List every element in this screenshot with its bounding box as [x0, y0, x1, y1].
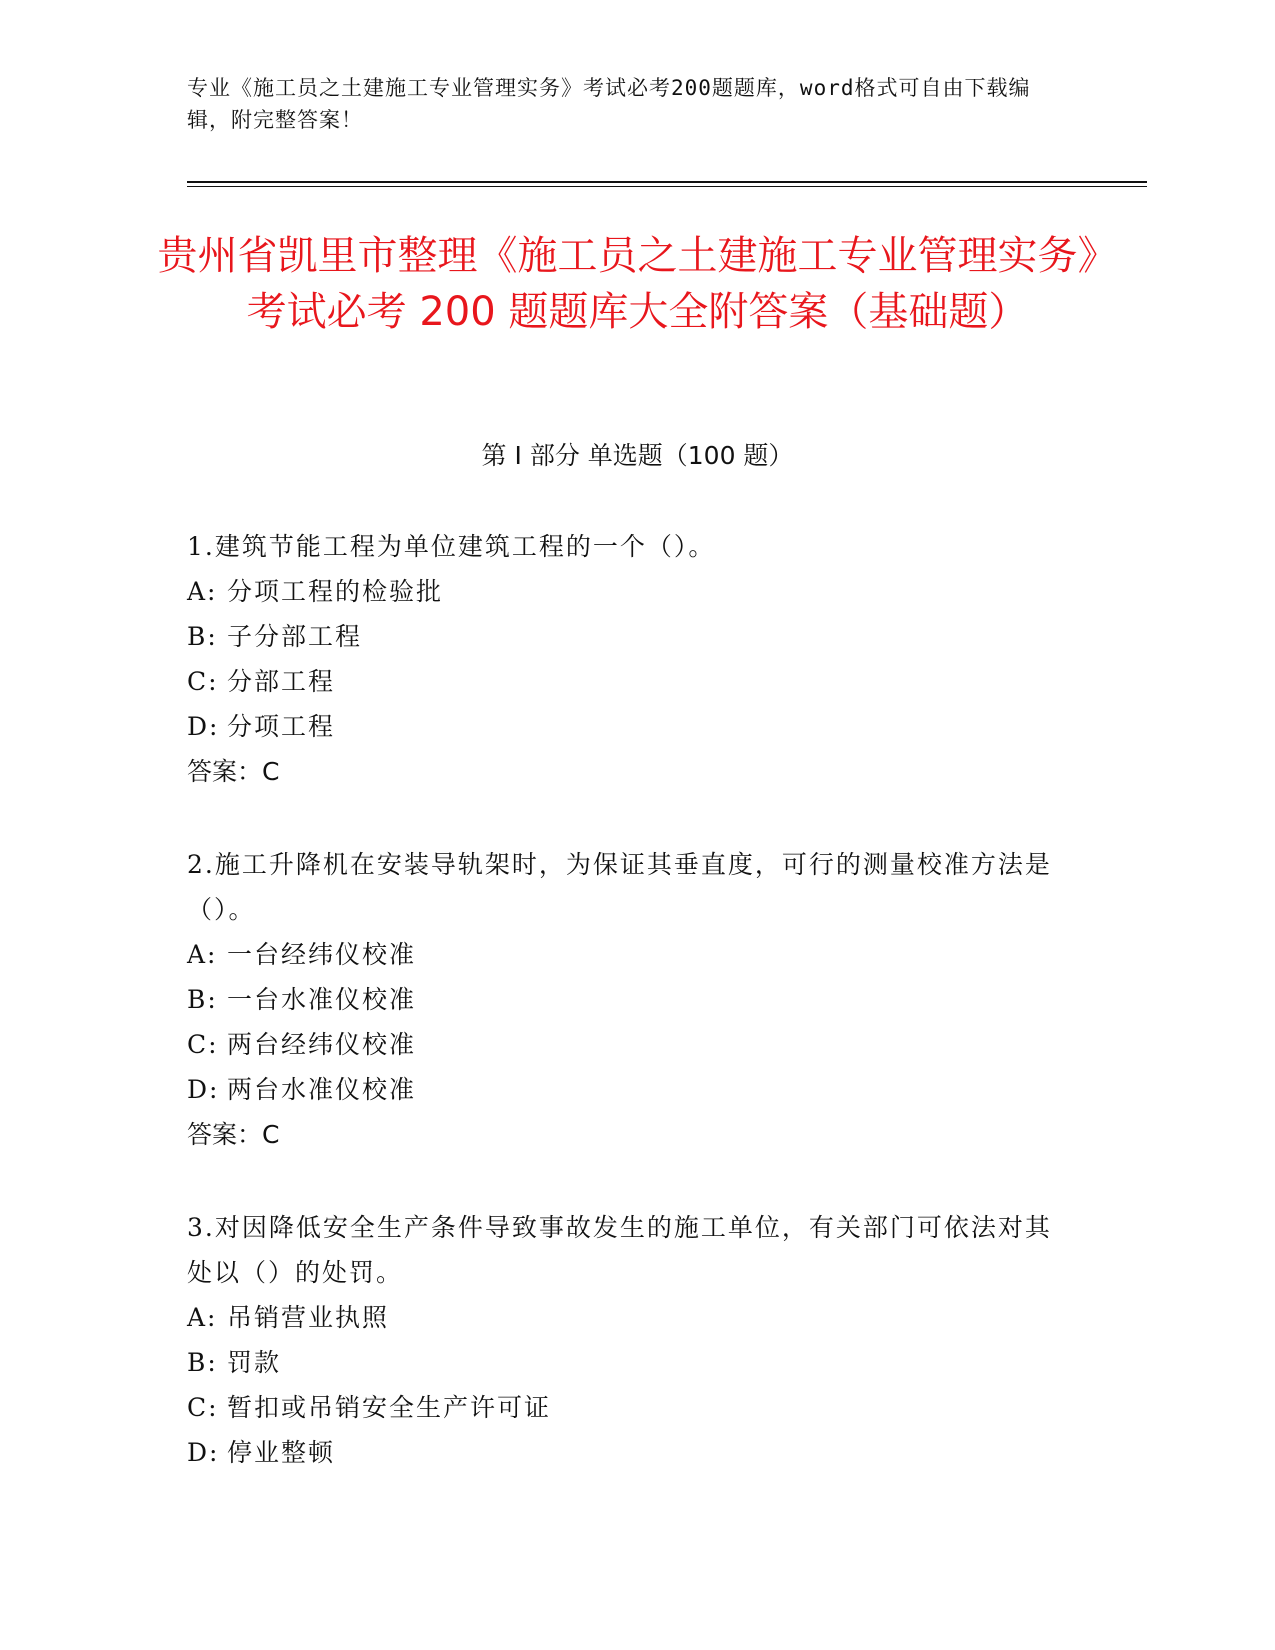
option-b — [187, 977, 1067, 1022]
question-item — [187, 524, 1067, 794]
option-c — [187, 1385, 1067, 1430]
option-d — [187, 1430, 1067, 1475]
option-d — [187, 704, 1067, 749]
option-b — [187, 614, 1067, 659]
answer-line: 答案：C — [187, 757, 280, 786]
option-key: D: — [187, 1075, 220, 1104]
option-a — [187, 932, 1067, 977]
option-key: A: — [187, 940, 218, 969]
option-c — [187, 659, 1067, 704]
question-list — [187, 524, 1067, 1523]
option-key: B: — [187, 622, 218, 651]
option-text: 停业整顿 — [227, 1438, 336, 1467]
option-text: 吊销营业执照 — [227, 1303, 390, 1332]
option-text: 一台经纬仪校准 — [227, 940, 417, 969]
option-text: 分项工程 — [227, 712, 336, 741]
question-stem: 1.建筑节能工程为单位建筑工程的一个（）。 — [187, 532, 716, 561]
document-title: 贵州省凯里市整理《施工员之土建施工专业管理实务》考试必考 200 题题库大全附答案（基础题） — [157, 233, 1118, 335]
option-c — [187, 1022, 1067, 1067]
option-text: 暂扣或吊销安全生产许可证 — [227, 1393, 552, 1422]
option-key: C: — [187, 1393, 219, 1422]
option-text: 两台水准仪校准 — [227, 1075, 417, 1104]
option-text: 子分部工程 — [227, 622, 363, 651]
option-key: B: — [187, 985, 218, 1014]
option-key: C: — [187, 1030, 219, 1059]
option-key: A: — [187, 1303, 218, 1332]
answer-line: 答案：C — [187, 1120, 280, 1149]
option-key: A: — [187, 577, 218, 606]
option-a — [187, 1295, 1067, 1340]
question-item — [187, 1205, 1067, 1475]
question-item — [187, 842, 1067, 1157]
option-text: 一台水准仪校准 — [227, 985, 417, 1014]
question-stem: 3.对因降低安全生产条件导致事故发生的施工单位，有关部门可依法对其处以（）的处罚。 — [187, 1213, 1052, 1287]
option-key: C: — [187, 667, 219, 696]
option-text: 分部工程 — [227, 667, 336, 696]
header-divider-thin — [187, 186, 1147, 187]
section-title: 第 I 部分 单选题（100 题） — [481, 441, 794, 470]
header-note: 专业《施工员之土建施工专业管理实务》考试必考200题题库，word格式可自由下载编辑，附完整答案！ — [187, 76, 1031, 132]
option-key: D: — [187, 712, 220, 741]
question-stem: 2.施工升降机在安装导轨架时，为保证其垂直度，可行的测量校准方法是（）。 — [187, 850, 1052, 924]
option-text: 罚款 — [227, 1348, 282, 1377]
option-text: 两台经纬仪校准 — [227, 1030, 417, 1059]
option-d — [187, 1067, 1067, 1112]
option-key: B: — [187, 1348, 218, 1377]
option-b — [187, 1340, 1067, 1385]
option-text: 分项工程的检验批 — [227, 577, 444, 606]
header-divider-thick — [187, 181, 1147, 183]
option-key: D: — [187, 1438, 220, 1467]
option-a — [187, 569, 1067, 614]
